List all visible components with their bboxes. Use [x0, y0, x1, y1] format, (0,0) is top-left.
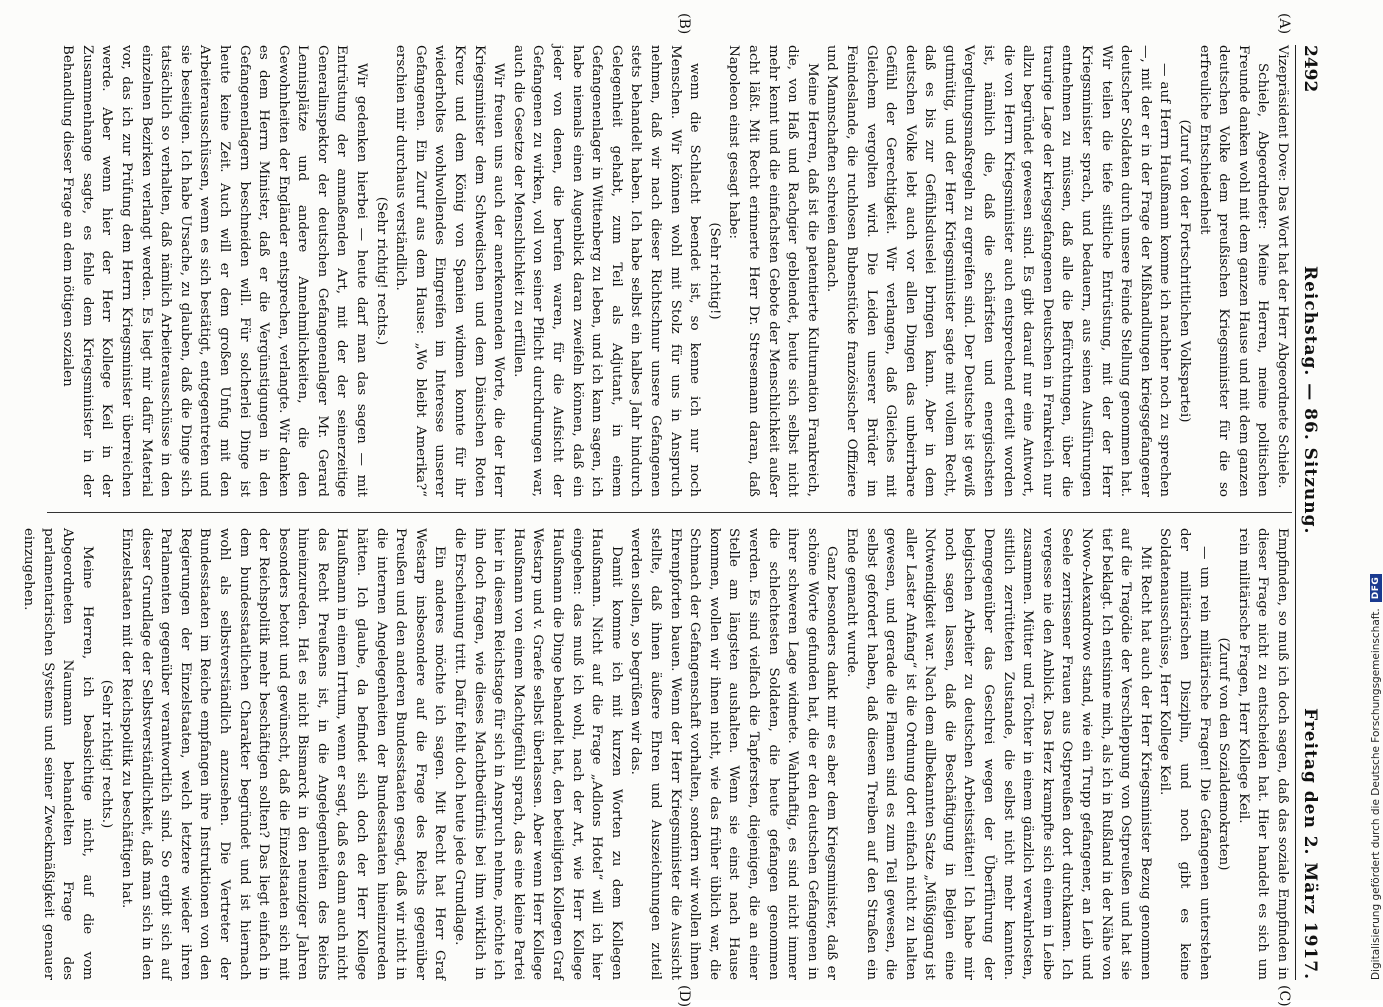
right-column-paragraph: — um rein militärische Fragen! Die Gefangenen unterstehen der militärischen Disziplin, und noch gibt es keine Soldatenausschüsse, Herr Kollege Keil. — [1157, 528, 1212, 980]
left-column-paragraph: Wir freuen uns auch der anerkennenden Worte, die der Herr Kriegsminister dem Schwedischen und dem Dänischen Roten Kreuz und dem König von Spanien widmen konnte für ihr wiederholtes wohlwollendes Eingreifen im Interesse unserer Gefangenen. Ein Zuruf aus dem Hause: „Wo bleibt Amerika?“ erschien mir durchaus verständlich. — [393, 45, 507, 497]
page-header — [1295, 45, 1330, 980]
left-column-paragraph: Vizepräsident Dove: Das Wort hat der Herr Abgeordnete Schiele. — [1275, 45, 1290, 489]
digitization-credit — [1370, 574, 1382, 980]
right-column-paragraph: Mit Recht hat auch der Herr Kriegsminister Bezug genommen auf die Tragödie der Verschleppung von Ostpreußen und hat sie tief beklagt. Ich entsinne mich, als ich in Rußland in der Nähe von Nowo-Alexandrowo stand, wie ein Trupp gefangener, an Leib und Seele zerrissener Frauen aus Ostpreußen dort durchkamen. Ich vergesse nie den Anblick. Das Herz krampfte sich einem in Leibe zusammen. Mütter und Töchter in einem gänzlich verwahrlosten, sittlich zerrütteten Zustande, die selbst nicht mehr kannten. Demgegenüber das Geschrei wegen der Überführung der belgischen Arbeiter zu deutschen Arbeitsstätten! Ich habe mir noch sagen lassen, daß die Beschäftigung in Belgien eine Notwendigkeit war. Nach dem allbekannten Satze „Müßiggang ist aller Laster Anfang“ ist die Ordnung dort einfach nicht zu halten gewesen, und gerade die Flamen sind es zum Teil gewesen, die selbst gefordert haben, daß diesem Treiben auf den Straßen ein Ende gemacht wurde. — [843, 528, 1153, 980]
credit-text: Digitalisierung gefördert durch die Deutsche Forschungsgemeinschaft. — [1370, 608, 1382, 980]
right-column-paragraph: Meine Herren, ich beabsichtige nicht, auf die vom Abgeordneten Naumann behandelten Frage des parlamentarischen Systems und seiner Zweckmäßigkeit genauer einzugehen. — [21, 528, 95, 980]
margin-mark-b: (B) — [676, 13, 692, 35]
right-column-interjection: (Sehr richtig! rechts.) — [99, 679, 115, 829]
right-column — [21, 528, 1292, 980]
document-page — [21, 13, 1330, 1007]
session-date: Freitag den 2. März 1917. — [1300, 708, 1320, 980]
left-column-interjection: (Zuruf von der Fortschrittlichen Volkspartei) — [1177, 119, 1193, 423]
margin-mark-c: (C) — [1276, 985, 1292, 1007]
left-column-paragraph: Schiele, Abgeordneter: Meine Herren, meine politischen Freunde danken wohl mit dem ganzen Hause und mit dem ganzen deutschen Volke dem preußischen Kriegsminister für die so erfreuliche Entschiedenheit — [1196, 45, 1271, 497]
left-column-paragraph: Wir gedenken hierbei — heute darf man das sagen — mit Entrüstung der anmaßenden Art, mit der der seinerzeitige Generalinspektor der deutschen Gefangenenlager Mr. Gerard Lennisplätze und andere Annehmlichkeiten, die den Gewohnheiten der Engländer entsprechen, verlangte. Wir danken es dem Herrn Minister, daß er die Vergünstigungen in den Gefangenenlagern beschneiden will. Für solcherlei Dinge ist heute keine Zeit. Auch will er dem großen Unfug mit den Arbeiterausschüssen, wenn es sich bestätigt, entgegentreten und sie beseitigen. Ich habe Ursache, zu glauben, daß die Dinge sich tatsächlich so verhalten, daß nämlich Arbeiterausschüsse in den einzelnen Bezirken verlangt werden. Es liegt mir dafür Material vor, das ich zur Prüfung dem Herrn Kriegsminister überreichen werde. Aber wenn hier der Herr Kollege Keil in der Zusammenhange sagte, es fehle dem Kriegsminister in der Behandlung dieser Frage an dem nötigen sozialen — [60, 45, 370, 497]
dfg-logo: DFG — [1370, 574, 1382, 603]
left-column-interjection: (Sehr richtig!) — [706, 222, 722, 320]
margin-mark-a: (A) — [1276, 13, 1292, 35]
right-column-paragraph: Damit komme ich mit kurzen Worten zu dem Kollegen Haußmann. Nicht auf die Frage „Adlons Hotel“ will ich hier eingehen: das muß ich wohl, nach der Art, wie Herr Kollege Haußmann die Dinge behandelt hat, den beteiligten Kollegen Graf Westarp und v. Graefe selbst überlassen. Aber wenn Herr Kollege Haußmann von einem Machtgefühl sprach, das eine kleine Partei hier in diesem Reichstage für sich in Anspruch nehme, möchte ich ihn doch fragen, wie dieses Machtbedürfnis bei ihm wirklich in die Erscheinung tritt. Dafür fehlt doch heute jede Grundlage. — [452, 528, 624, 980]
right-column-interjection: (Zuruf von den Sozialdemokraten) — [1216, 637, 1232, 871]
column-divider — [47, 512, 1292, 513]
left-column-paragraph: wenn die Schlacht beendet ist, so kenne ich nur noch Menschen. Wir können wohl mit Stolz für uns in Anspruch nehmen, daß wir nach dieser Richtschnur unsere Gefangenen stets behandelt haben. Ich habe selbst ein halbes Jahr hindurch Gelegenheit gehabt, zum Teil als Adjutant, in einem Gefangenenlager in Wittenberg zu leben, und ich kann sagen, ich habe niemals einen Augenblick daran zweifeln können, daß ein jeder von denen, die berufen waren, für die Aufsicht der Gefangenen zu wirken, voll von seiner Pflicht durchdrungen war, auch die Gesetze der Menschlichkeit zu erfüllen. — [510, 45, 703, 497]
margin-mark-d: (D) — [676, 985, 692, 1007]
right-column-paragraph: Ganz besonders dankt mir es aber dem Kriegsminister, daß er schöne Worte gefunden hat, die er den deutschen Gefangenen in ihrer schweren Lage widmete. Wahrhaftig, es sind nicht immer die schlechtesten Soldaten, die heute gefangen genommen werden. Es sind vielfach die Tapfersten, diejenigen, die an einer Stelle am längsten aushalten. Wenn sie einst nach Hause kommen, wollen wir ihnen nicht, wie das früher üblich war, die Schmach der Gefangenschaft vorhalten, sondern wir wollen ihnen Ehrenpforten bauen. Wenn der Herr Kriegsminister die Aussicht stellte, daß ihnen äußere Ehren und Auszeichnungen zuteil werden sollen, so begrüßen wir das. — [628, 528, 840, 980]
right-column-paragraph: Empfinden, so muß ich doch sagen, daß das soziale Empfinden in dieser Frage nicht zu entscheiden hat. Hier handelt es sich um rein militärische Fragen, Herr Kollege Keil. — [1235, 528, 1290, 980]
right-column-paragraph: Ein anderes möchte ich sagen. Mit Recht hat Herr Graf Westarp insbesondere auf die Frage des Reichs gegenüber Preußen und den anderen Bundesstaaten gesagt, daß wir nicht in die internen Angelegenheiten der Bundesstaaten hineinzureden hätten. Ich glaube, da befindet sich doch der Herr Kollege Haußmann in einem Irrtum, wenn er sagt, daß es dann auch nicht das Recht Preußens ist, in die Angelegenheiten des Reichs hineinzureden. Hat es nicht Bismarck in den neunziger Jahren besonders betont und gewünscht, daß die Einzelstaaten sich mit der Reichspolitik mehr beschäftigen sollten? Das liegt einfach in dem bundesstaatlichen Charakter begründet und ist hiernach wohl als selbstverständlich anzusehen. Die Vertreter der Bundesstaaten im Reiche empfangen ihre Instruktionen von den Regierungen der Einzelstaaten, welch letztere wieder ihren Parlamenten gegenüber verantwortlich sind. So ergibt sich auf dieser Grundlage der Selbstverständlichkeit, daß man sich in den Einzelstaaten mit der Reichspolitik zu beschäftigen hat. — [118, 528, 448, 980]
left-column-paragraph: — auf Herrn Haußmann komme ich nachher noch zu sprechen —, mit der er in der Frage der Mißhandlungen kriegsgefangener deutscher Soldaten durch unsere Feinde Stellung genommen hat. Wir teilen die tiefe sittliche Entrüstung, mit der der Herr Kriegsminister sprach, und bedauern, aus seinen Ausführungen entnehmen zu müssen, daß alle die Befürchtungen, über die traurige Lage der kriegsgefangenen Deutschen in Frankreich nur allzu begründet gewesen sind. Es gibt darauf nur eine Antwort, die von Herrn Kriegsminister auch entsprechend erteilt worden ist, nämlich die, daß die schärfsten und energischsten Vergeltungsmaßregeln zu ergreifen sind. Der Deutsche ist gewiß gutmütig, und der Herr Kriegsminister sagte mit vollem Recht, daß es bis zur Gefühlsduselei bringen kann. Aber in dem deutschen Volke lebt auch vor allen Dingen das unbeirrbare Gefühl der Gerechtigkeit. Wir verlangen, daß Gleiches mit Gleichem vergolten wird. Die Leiden unserer Brüder im Feindeslande, die ruchlosen Bubenstücke französischer Offiziere und Mannschaften schreien danach. — [824, 45, 1173, 497]
page-number: 2492 — [1300, 45, 1320, 93]
left-column-paragraph: Meine Herren, daß ist die patentierte Kulturnation Frankreich, die, von Haß und Rachgier geblendet, heute sich selbst nicht mehr kennt und die einfachsten Gebote der Menschlichkeit außer acht läßt. Mit Recht erinnerte Herr Dr. Stresemann daran, daß Napoleon einst gesagt habe: — [726, 45, 820, 497]
running-head: Reichstag. — 86. Sitzung. — [1300, 265, 1320, 535]
left-column — [47, 45, 1292, 497]
text-columns — [21, 13, 1292, 1007]
left-column-interjection: (Sehr richtig! rechts.) — [373, 196, 389, 346]
